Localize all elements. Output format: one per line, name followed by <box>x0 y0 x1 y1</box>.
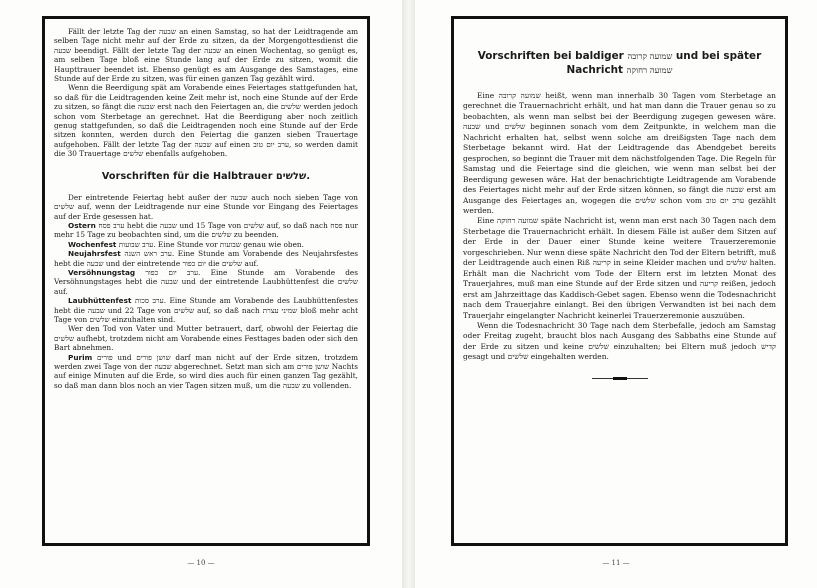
section-heading: Vorschriften für die Halbtrauer שלשים. <box>101 170 311 182</box>
end-ornament <box>592 377 648 380</box>
paragraph: Wer den Tod von Vater und Mutter betrauert, darf, obwohl der Feiertag die שלשים aufhebt, trotzdem nicht am Vorabende eines Festtages baden oder sich den Bart abnehmen. <box>54 324 358 353</box>
paragraph: Purim פורים und שושן פורים darf man nicht auf der Erde sitzen, trotzdem werden zwei Tage von der שבעה abgerechnet. Setzt man sich am שושן פורים Nachts auf einige Minuten auf die Erde, so wird dies auch für einen ganzen Tag gezählt, so daß man dann blos noch an vier Tagen sitzen muß, um die שבעה zu vollenden. <box>54 352 359 390</box>
left-page-frame <box>42 16 370 546</box>
page-number: — 11 — <box>602 559 630 567</box>
ornament-center <box>613 377 627 380</box>
paragraph: Eine שמועה קרובה heißt, wenn man innerhalb 30 Tagen vom Sterbetage an gerechnet die Trauernachricht erhält, und hat man dann die Trauer genau so zu beobachten, als wenn man selbst bei der Beerdigung zugegen gewesen wäre. שבעה und שלשים beginnen sonach vom dem Zeitpunkte, in welchem man die Nachricht erhalten hat, selbst wenn solche am dreißigsten Tage nach dem Sterbetage bekannt wird. Hat der Leidtragende das Abendgebet bereits gesprochen, so beginnt die Trauer mit dem nächstfolgenden Tage. Die Regeln für Samstag und die Feiertage sind die gleichen, wie wenn man selbst bei der Beerdigung gewesen wäre. Hat der benachrichtigte Leidtragende am Vorabende des Feiertages nicht mehr auf der Erde sitzen können, so fängt die שבעה erst am Ausgange des Feiertages an, wogegen die שלשים schon vom ערב יום טוב gezählt werden. <box>463 91 776 215</box>
paragraph: Fällt der letzte Tag der שבעה an einen Samstag, so hat der Leidtragende am selben Tage nicht mehr auf der Erde zu sitzen, da der Morgengottesdienst die שבעה beendigt. Fällt der letzte Tag der שבעה an einen Wochentag, so genügt es, am selben Tage bloß eine Stunde lang auf der Erde zu sitzen, womit die Haupttrauer beendet ist. Ebenso genügt es am Ausgange des Samstages, eine Stunde auf der Erde zu sitzen, was für einen ganzen Tag gezählt wird. <box>54 27 358 84</box>
right-page <box>415 0 817 588</box>
paragraph: Wochenfest ערב שבועות. Eine Stunde vor שבועות genau wie oben. <box>68 239 304 249</box>
paragraph: Laubhüttenfest ערב סכות. Eine Stunde am Vorabende des Laubhüttenfestes hebt die שבעה und 22 Tage von שלשים auf, so daß nach שמיני עצרת bloß mehr acht Tage von שלשים einzuhalten sind. <box>54 296 359 324</box>
paragraph: Der eintretende Feiertag hebt außer der שבעה auch noch sieben Tage von שלשים auf, wenn der Leidtragende nur eine Stunde vor Eingang des Feiertages auf der Erde gesessen hat. <box>54 192 358 221</box>
paragraph: Ostern ערב פסח hebt die שבעה und 15 Tage von שלשים auf, so daß nach פסח nur mehr 15 Tage zu beobachten sind, um die שלשים zu beenden. <box>54 220 359 240</box>
right-page-frame <box>451 16 788 546</box>
page-number: — 10 — <box>187 559 215 567</box>
paragraph: Neujahrsfest ערב ראש השנה. Eine Stunde am Vorabende des Neujahrsfestes hebt die שבעה und der eintretende יום כפור die שלשים auf. <box>54 249 359 268</box>
left-page <box>0 0 402 588</box>
paragraph: Wenn die Beerdigung spät am Vorabende eines Feiertages stattgefunden hat, so daß für die Leidtragenden keine Zeit mehr ist, noch eine Stunde auf der Erde zu sitzen, so fängt die שבעה erst nach den Feiertagen an, die שלשים werden jedoch schon vom Sterbetage an gerechnet. Hat die Beerdigung aber noch zeitlich genug stattgefunden, so daß die Leidtragenden noch eine Stunde auf der Erde sitzen konnten, werden durch den Feiertag die ganzen sieben Trauertage aufgehoben. Fällt der letzte Tag der שבעה auf einen ערב יום טוב, so werden damit die 30 Trauertage שלשים ebenfalls aufgehoben. <box>54 83 359 159</box>
paragraph: Versöhnungstag ערב יום כפור. Eine Stunde am Vorabende des Versöhnungstages hebt die שבעה und der eintretende Laubhüttenfest die שלשים auf. <box>54 267 358 296</box>
paragraph: Wenn die Todesnachricht 30 Tage nach dem Sterbefalle, jedoch am Samstag oder Freitag zugeht, braucht blos nach Ausgang des Sabbaths eine Stunde auf der Erde zu sitzen und keine שלשים einzuhalten; bei Eltern muß jedoch קדיש gesagt und שלשים eingehalten werden. <box>463 320 776 362</box>
page-title: Vorschriften bei baldiger שמועה קרובה und bei später Nachricht שמועה רחוקה <box>477 50 762 76</box>
book-gutter <box>402 0 415 588</box>
paragraph: Eine שמועה רחוקה späte Nachricht ist, wenn man erst nach 30 Tagen nach dem Sterbetage die Trauernachricht erhält. In diesem Fälle ist außer dem Sitzen auf der Erde in der Dauer einer Stunde keine weitere Trauerzeremonie vorgeschrieben. Nur wenn diese späte Nachricht den Tod der Eltern betrifft, muß der Leidtragende auch einen Riß קריעה in seine Kleider machen und שלשים halten. Erhält man die Nachricht vom Tode der Eltern erst im letzten Monat des Trauerjahres, muß man eine Stunde auf der Erde sitzen und קריעה reißen, jedoch erst am Jahrzeittage das Kaddisch-Gebet sagen. Ebenso wenn die Todesnachricht nach dem Trauerjahre einlangt. Bei den übrigen Verwandten ist bei nach dem Trauerjahr eingelangter Nachricht keinerlei Trauerzeremonie auszuüben. <box>463 216 777 320</box>
